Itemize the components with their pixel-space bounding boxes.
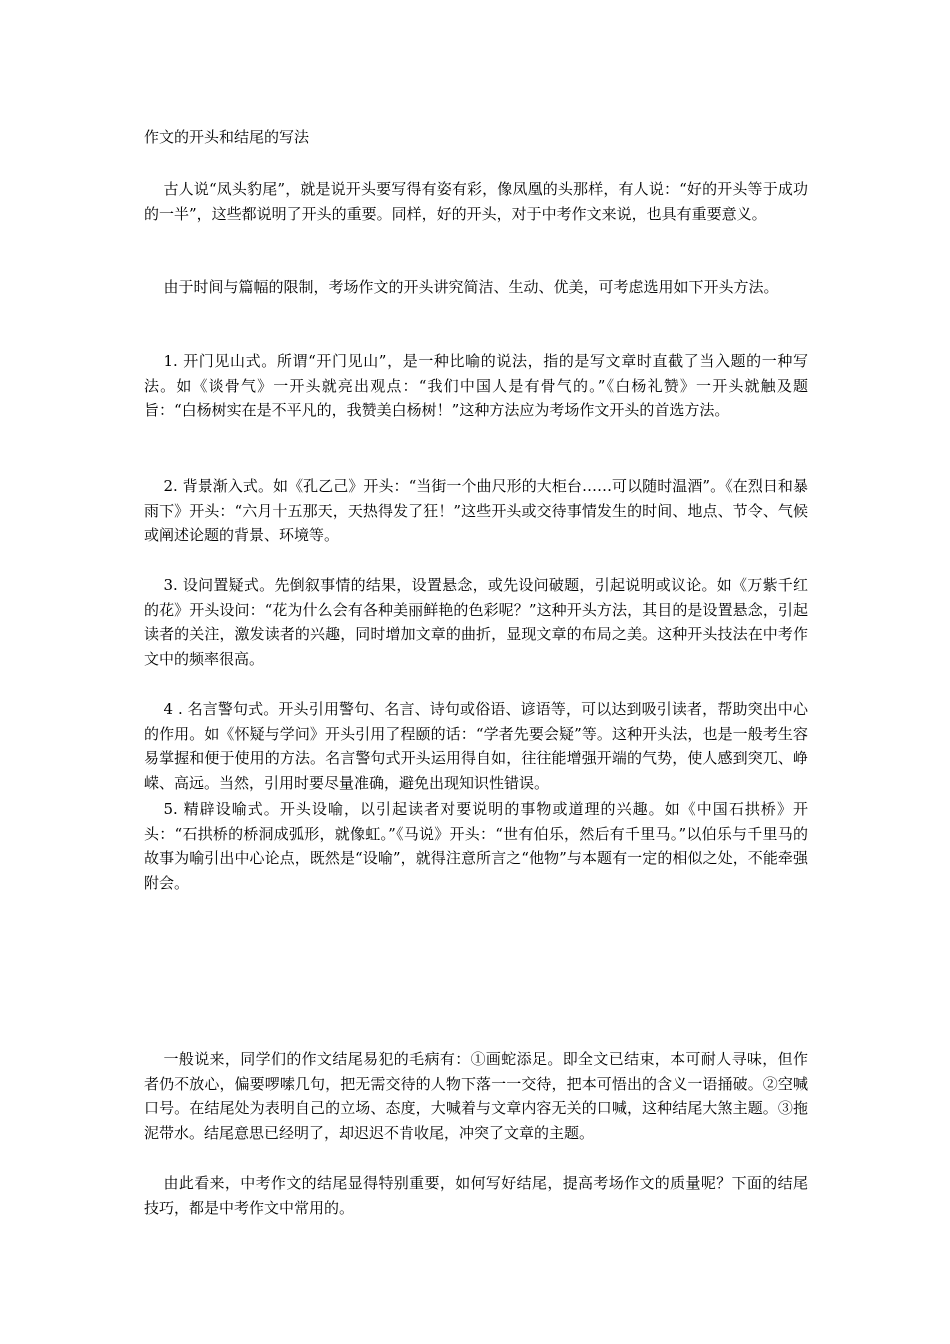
paragraph-ending-faults: 一般说来，同学们的作文结尾易犯的毛病有：①画蛇添足。即全文已结束，本可耐人寻味，但作者仍不放心，偏要啰嗦几句，把无需交待的人物下落一一交待，把本可悟出的含义一语捅破。②空喊口号。在结尾处为表明自己的立场、态度，大喊着与文章内容无关的口喊，这种结尾大煞主题。③拖泥带水。结尾意思已经明了，却迟迟不肯收尾，冲突了文章的主题。 [144,1050,808,1142]
paragraph-method-2: 2. 背景渐入式。如《孔乙己》开头：“当街一个曲尺形的大柜台……可以随时温酒”。《在烈日和暴雨下》开头：“六月十五那天，天热得发了狂！”这些开头或交待事情发生的时间、地点、节令、气候或阐述论题的背景、环境等。 [144,477,808,544]
paragraph-method-3: 3. 设问置疑式。先倒叙事情的结果，设置悬念，或先设问破题，引起说明或议论。如《万紫千红的花》开头设问：“花为什么会有各种美丽鲜艳的色彩呢？”这种开头方法，其目的是设置悬念，引起读者的关注，激发读者的兴趣，同时增加文章的曲折，显现文章的布局之美。这种开头技法在中考作文中的频率很高。 [144,576,808,668]
paragraph-intro: 古人说“凤头豹尾”，就是说开头要写得有姿有彩，像凤凰的头那样，有人说：“好的开头等于成功的一半”，这些都说明了开头的重要。同样，好的开头，对于中考作文来说，也具有重要意义。 [144,180,808,223]
paragraph-method-1: 1. 开门见山式。所谓“开门见山”，是一种比喻的说法，指的是写文章时直截了当入题的一种写法。如《谈骨气》一开头就亮出观点：“我们中国人是有骨气的。”《白杨礼赞》一开头就触及题旨：“白杨树实在是不平凡的，我赞美白杨树！”这种方法应为考场作文开头的首选方法。 [144,352,808,419]
paragraph-method-4: 4 . 名言警句式。开头引用警句、名言、诗句或俗语、谚语等，可以达到吸引读者，帮助突出中心的作用。如《怀疑与学问》开头引用了程颐的话：“学者先要会疑”等。这种开头法，也是一般考生容易掌握和便于使用的方法。名言警句式开头运用得自如，往往能增强开端的气势，使人感到突兀、峥嵘、高远。当然，引用时要尽量准确，避免出现知识性错误。 [144,700,808,792]
paragraph-limit: 由于时间与篇幅的限制，考场作文的开头讲究简洁、生动、优美，可考虑选用如下开头方法。 [163,278,779,296]
paragraph-conclusion: 由此看来，中考作文的结尾显得特别重要，如何写好结尾，提高考场作文的质量呢？下面的结尾技巧，都是中考作文中常用的。 [144,1174,808,1217]
document-title: 作文的开头和结尾的写法 [144,128,310,146]
paragraph-method-5: 5. 精辟设喻式。开头设喻，以引起读者对要说明的事物或道理的兴趣。如《中国石拱桥》开头：“石拱桥的桥洞成弧形，就像虹。”《马说》开头：“世有伯乐，然后有千里马。”以伯乐与千里马的故事为喻引出中心论点，既然是“设喻”，就得注意所言之“他物”与本题有一定的相似之处，不能牵强附会。 [144,800,808,892]
